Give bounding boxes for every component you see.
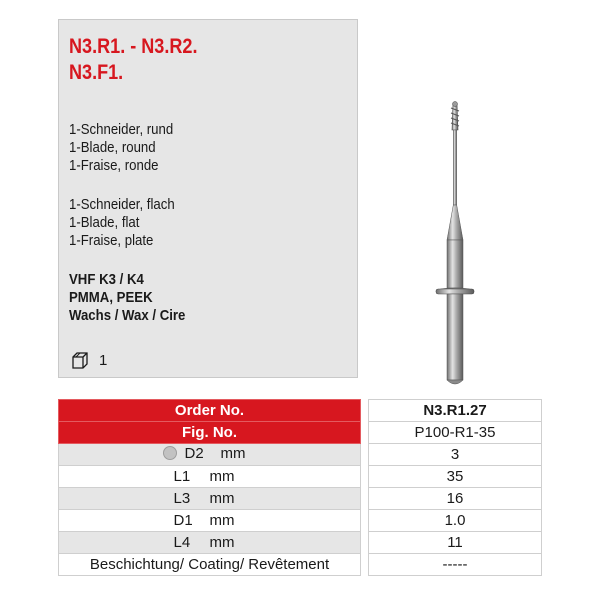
- description-round: [69, 121, 173, 175]
- spec-symbol: L3: [173, 490, 191, 507]
- title-line: N3.F1.: [69, 61, 124, 84]
- spec-unit: mm: [209, 490, 235, 507]
- coating-value: -----: [369, 554, 542, 576]
- spec-value: 11: [369, 532, 542, 554]
- material-line: VHF K3 / K4: [69, 271, 144, 288]
- package-box-icon: [71, 351, 89, 369]
- material-line: Wachs / Wax / Cire: [69, 307, 186, 324]
- description-line: 1-Fraise, plate: [69, 232, 154, 249]
- spec-row-l4: [59, 532, 361, 554]
- coating-label: Beschichtung/ Coating/ Revêtement: [59, 554, 361, 576]
- spec-row-l1: [59, 466, 361, 488]
- dental-bur-image: [420, 100, 490, 390]
- spec-values-table: [368, 399, 542, 576]
- pack-info: [71, 351, 107, 369]
- spec-row-l3: [59, 488, 361, 510]
- spec-symbol: D2: [184, 444, 204, 462]
- spec-unit: mm: [209, 468, 235, 485]
- spec-symbol: D1: [173, 512, 193, 529]
- description-line: 1-Schneider, flach: [69, 196, 175, 213]
- order-no-header: Order No.: [59, 400, 361, 422]
- spec-labels-table: [58, 399, 361, 576]
- description-line: 1-Blade, flat: [69, 214, 140, 231]
- spec-value: 1.0: [369, 510, 542, 532]
- pack-quantity: 1: [99, 351, 108, 369]
- description-flat: [69, 196, 175, 250]
- spec-symbol: L1: [173, 468, 191, 485]
- spec-symbol: L4: [173, 534, 191, 551]
- spec-value: 16: [369, 488, 542, 510]
- description-line: 1-Blade, round: [69, 139, 156, 156]
- material-line: PMMA, PEEK: [69, 289, 153, 306]
- description-line: 1-Fraise, ronde: [69, 157, 159, 174]
- spec-row-d2: [59, 444, 361, 466]
- title-line: N3.R1. - N3.R2.: [69, 35, 198, 58]
- spec-value: 35: [369, 466, 542, 488]
- spec-unit: mm: [209, 512, 235, 529]
- description-line: 1-Schneider, rund: [69, 121, 174, 138]
- fig-no-value: P100-R1-35: [369, 422, 542, 444]
- order-no-value: N3.R1.27: [369, 400, 542, 422]
- spec-unit: mm: [209, 534, 235, 551]
- circle-icon: [163, 446, 177, 460]
- spec-unit: mm: [220, 444, 246, 462]
- product-info-panel: [58, 19, 358, 378]
- fig-no-header: Fig. No.: [59, 422, 361, 444]
- spec-row-d1: [59, 510, 361, 532]
- materials-list: [69, 271, 185, 325]
- spec-value: 3: [369, 444, 542, 466]
- product-title: [69, 34, 197, 86]
